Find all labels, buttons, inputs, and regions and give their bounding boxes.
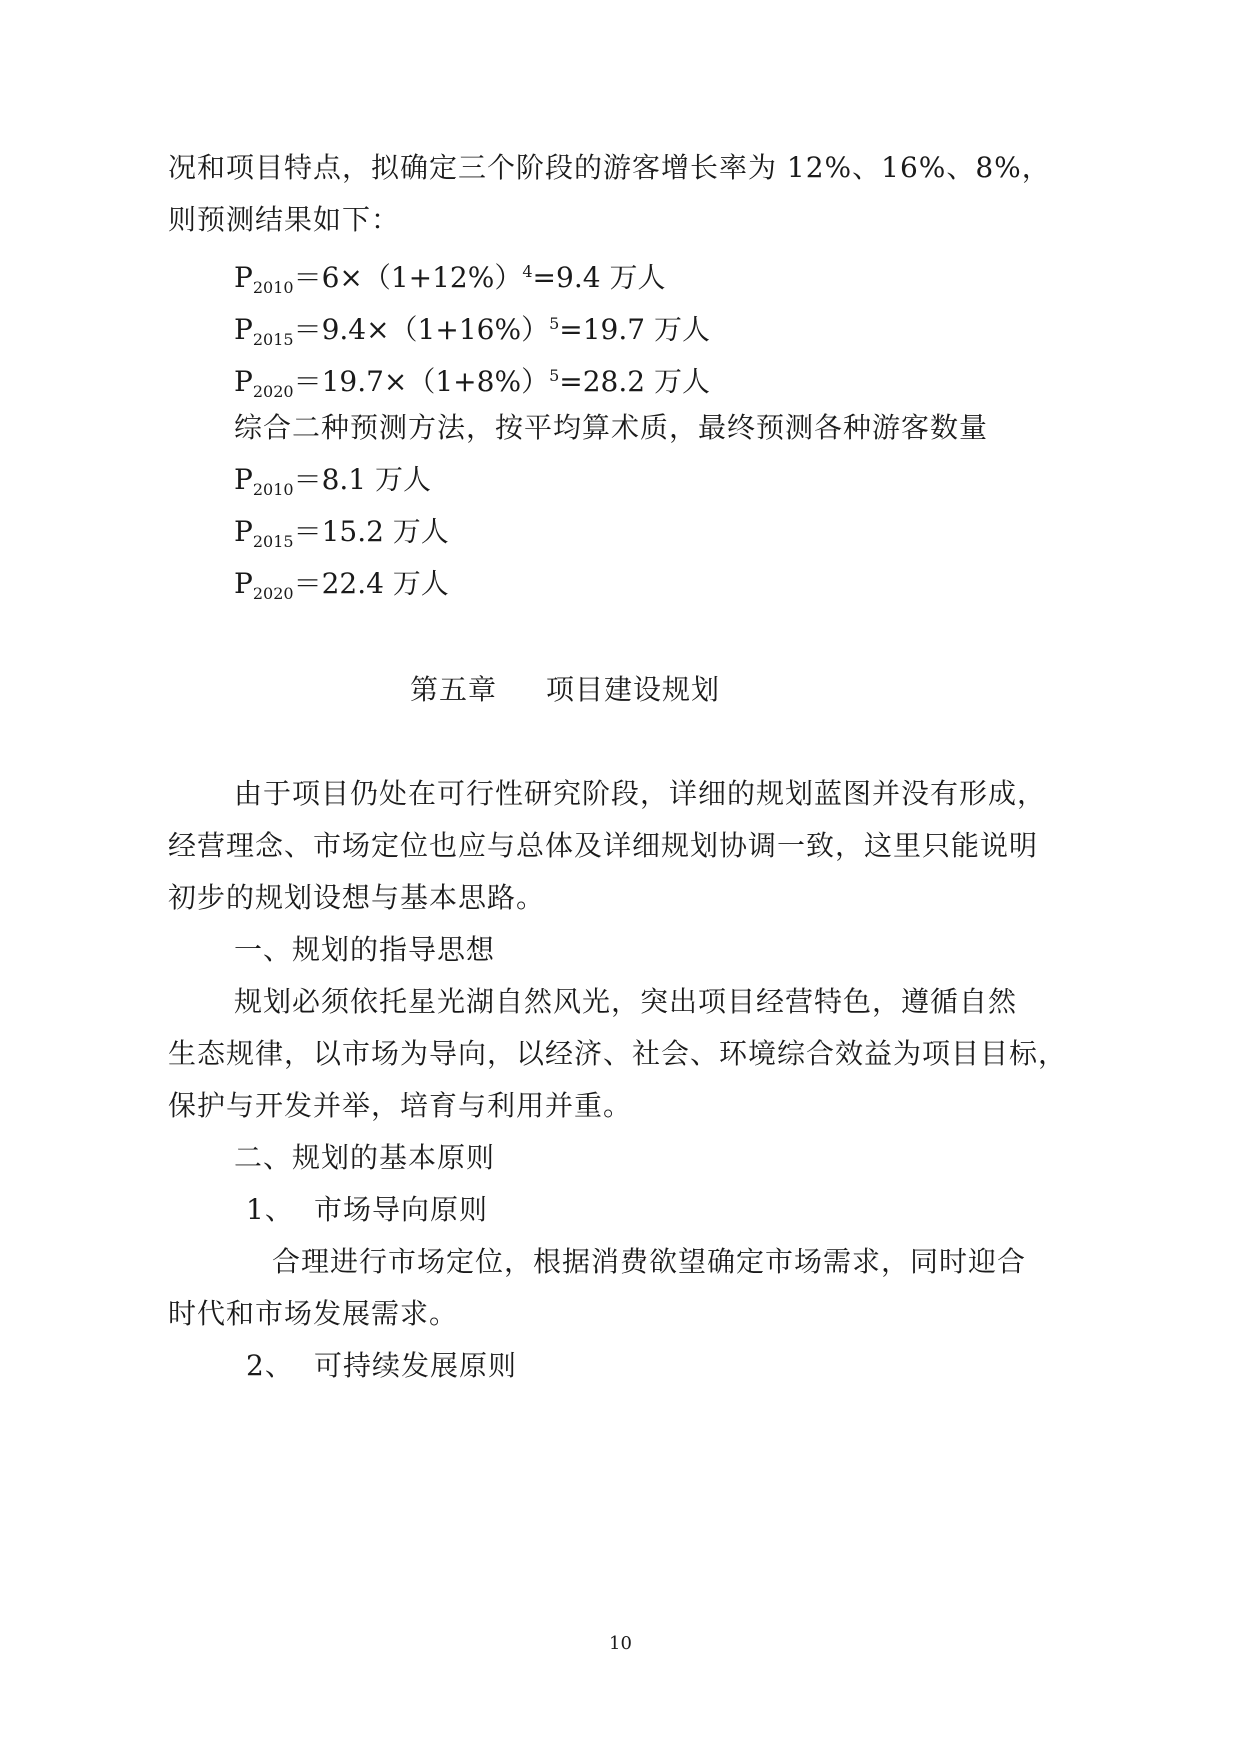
paragraph-line: 由于项目仍处在可行性研究阶段，详细的规划蓝图并没有形成，: [234, 777, 1047, 810]
intro-line-2: 则预测结果如下：: [168, 203, 401, 236]
formula-result: ＝8.1 万人: [293, 463, 431, 496]
final-forecast-2010: [234, 460, 431, 510]
page-number: 10: [609, 1633, 632, 1654]
paragraph-line: 生态规律，以市场为导向，以经济、社会、环境综合效益为项目目标，: [168, 1037, 1068, 1070]
formula-result: =28.2 万人: [559, 365, 710, 398]
formula-year: 2020: [252, 584, 294, 603]
summary-text: 综合二种预测方法，按平均算术质，最终预测各种游客数量: [234, 411, 989, 444]
paragraph-line: 初步的规划设想与基本思路。: [168, 881, 546, 914]
list-item-number: 1、: [246, 1193, 294, 1226]
forecast-formula-2010: [234, 252, 665, 308]
formula-symbol: P: [234, 567, 253, 600]
formula-year: 2010: [252, 278, 294, 297]
formula-result: ＝22.4 万人: [293, 567, 449, 600]
list-item-title: 可持续发展原则: [314, 1349, 518, 1382]
formula-year: 2015: [252, 532, 294, 551]
formula-symbol: P: [234, 463, 253, 496]
list-item-number: 2、: [246, 1349, 294, 1382]
forecast-formula-2015: [234, 304, 710, 360]
formula-result: =19.7 万人: [559, 313, 710, 346]
formula-year: 2020: [252, 382, 294, 401]
formula-symbol: P: [234, 515, 253, 548]
formula-result: ＝15.2 万人: [293, 515, 449, 548]
final-forecast-2020: [234, 564, 449, 614]
paragraph-line: 经营理念、市场定位也应与总体及详细规划协调一致，这里只能说明: [168, 829, 1039, 862]
formula-symbol: P: [234, 313, 253, 346]
formula-symbol: P: [234, 365, 253, 398]
formula-expression: ＝9.4×（1+16%）: [293, 313, 550, 346]
list-item-title: 市场导向原则: [314, 1193, 489, 1226]
paragraph-line: 规划必须依托星光湖自然风光，突出项目经营特色，遵循自然: [234, 985, 1018, 1018]
forecast-formula-2020: [234, 356, 710, 412]
formula-year: 2010: [252, 480, 294, 499]
section-heading-basic-principles: 二、规划的基本原则: [234, 1141, 496, 1174]
formula-power: 4: [522, 262, 533, 281]
formula-expression: ＝6×（1+12%）: [293, 261, 523, 294]
intro-line-1: 况和项目特点，拟确定三个阶段的游客增长率为 12%、16%、8%，: [168, 151, 1051, 184]
formula-expression: ＝19.7×（1+8%）: [293, 365, 550, 398]
chapter-title: 项目建设规划: [546, 673, 721, 706]
paragraph-line: 时代和市场发展需求。: [168, 1297, 459, 1330]
formula-year: 2015: [252, 330, 294, 349]
paragraph-line: 保护与开发并举，培育与利用并重。: [168, 1089, 633, 1122]
section-heading-guiding-thought: 一、规划的指导思想: [234, 933, 496, 966]
chapter-number: 第五章: [410, 673, 498, 706]
formula-power: 5: [549, 366, 560, 385]
formula-power: 5: [549, 314, 560, 333]
paragraph-line: 合理进行市场定位，根据消费欲望确定市场需求，同时迎合: [272, 1245, 1027, 1278]
formula-result: =9.4 万人: [532, 261, 666, 294]
final-forecast-2015: [234, 512, 449, 562]
formula-symbol: P: [234, 261, 253, 294]
